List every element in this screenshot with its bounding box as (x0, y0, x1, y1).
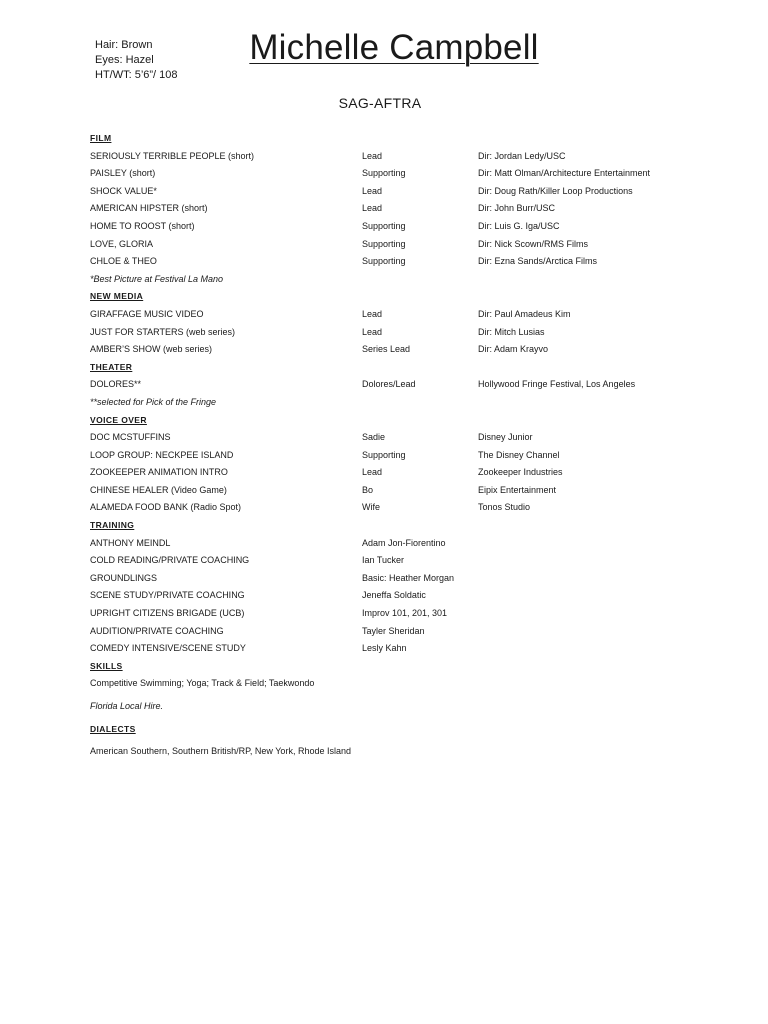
credit-role: Adam Jon-Fiorentino (362, 537, 446, 548)
credit-row (90, 640, 730, 658)
credit-title: UPRIGHT CITIZENS BRIGADE (UCB) (90, 608, 245, 619)
credit-title: LOVE, GLORIA (90, 238, 154, 249)
credit-title: COMEDY INTENSIVE/SCENE STUDY (90, 643, 246, 654)
theater-credits (90, 376, 730, 394)
theater-heading: THEATER (90, 361, 133, 372)
credit-row (90, 183, 730, 201)
credit-detail: Dir: John Burr/USC (478, 203, 556, 214)
film-heading: FILM (90, 133, 112, 143)
credit-role: Lead (362, 185, 383, 196)
height-weight-stat: HT/WT: 5’6”/ 108 (95, 69, 178, 81)
credit-row (90, 236, 730, 254)
credit-row (90, 447, 730, 465)
skills-heading: SKILLS (90, 660, 123, 671)
credit-role: Lead (362, 203, 383, 214)
credit-title: ANTHONY MEINDL (90, 537, 171, 548)
credit-row (90, 200, 730, 218)
credit-title: DOLORES** (90, 379, 142, 390)
credit-title: AMBER’S SHOW (web series) (90, 344, 213, 355)
new-media-heading: NEW MEDIA (90, 291, 144, 302)
credit-title: CHLOE & THEO (90, 256, 157, 267)
credit-role: Supporting (362, 238, 406, 249)
credit-role: Jeneffa Soldatic (362, 590, 426, 601)
credit-row (90, 429, 730, 447)
credit-title: ALAMEDA FOOD BANK (Radio Spot) (90, 502, 242, 513)
credit-role: Tayler Sheridan (362, 625, 425, 636)
credit-title: SHOCK VALUE* (90, 185, 157, 196)
credit-row (90, 165, 730, 183)
hair-stat: Hair: Brown (95, 39, 153, 51)
credit-row (90, 587, 730, 605)
dialects-text: American Southern, Southern British/RP, New York, Rhode Island (90, 746, 351, 757)
credit-role: Wife (362, 502, 380, 513)
credit-row (90, 552, 730, 570)
credit-role: Series Lead (362, 344, 411, 355)
voice-over-credits (90, 429, 730, 517)
skills-text: Competitive Swimming; Yoga; Track & Field; Taekwondo (90, 678, 315, 689)
local-hire-note: Florida Local Hire. (90, 701, 164, 711)
credit-title: JUST FOR STARTERS (web series) (90, 326, 236, 337)
credit-role: Supporting (362, 256, 406, 267)
credit-title: COLD READING/PRIVATE COACHING (90, 555, 250, 566)
credit-title: AUDITION/PRIVATE COACHING (90, 625, 224, 636)
credit-detail: The Disney Channel (478, 449, 560, 460)
credit-title: LOOP GROUP: NECKPEE ISLAND (90, 449, 234, 460)
credit-row (90, 306, 730, 324)
union-affiliation: SAG-AFTRA (338, 95, 422, 111)
credit-detail: Dir: Nick Scown/RMS Films (478, 238, 589, 249)
theater-footnote: **selected for Pick of the Fringe (90, 396, 217, 407)
credit-role: Supporting (362, 220, 406, 231)
credit-title: SCENE STUDY/PRIVATE COACHING (90, 590, 245, 601)
training-heading: TRAINING (90, 520, 135, 531)
credit-detail: Hollywood Fringe Festival, Los Angeles (478, 379, 636, 390)
credit-row (90, 148, 730, 166)
credit-role: Basic: Heather Morgan (362, 572, 455, 583)
new-media-credits (90, 306, 730, 359)
credit-row (90, 499, 730, 517)
credit-detail: Dir: Matt Olman/Architecture Entertainment (478, 168, 651, 179)
credit-title: CHINESE HEALER (Video Game) (90, 484, 227, 495)
credit-role: Improv 101, 201, 301 (362, 608, 448, 619)
eyes-stat: Eyes: Hazel (95, 54, 154, 66)
credit-title: GIRAFFAGE MUSIC VIDEO (90, 308, 204, 319)
resume-body (90, 130, 730, 761)
credit-title: HOME TO ROOST (short) (90, 220, 195, 231)
credit-detail: Tonos Studio (478, 502, 531, 513)
credit-title: PAISLEY (short) (90, 168, 156, 179)
credit-role: Supporting (362, 449, 406, 460)
credit-detail: Dir: Mitch Lusias (478, 326, 545, 337)
credit-detail: Dir: Luis G. Iga/USC (478, 220, 560, 231)
credit-role: Ian Tucker (362, 555, 405, 566)
credit-row (90, 535, 730, 553)
credit-row (90, 218, 730, 236)
credit-title: ZOOKEEPER ANIMATION INTRO (90, 467, 228, 478)
credit-detail: Dir: Ezna Sands/Arctica Films (478, 256, 598, 267)
training-list (90, 535, 730, 658)
credit-detail: Zookeeper Industries (478, 467, 563, 478)
credit-role: Lead (362, 467, 383, 478)
credit-role: Sadie (362, 432, 386, 443)
credit-row (90, 605, 730, 623)
credit-role: Lead (362, 308, 383, 319)
credit-detail: Disney Junior (478, 432, 533, 443)
credit-role: Dolores/Lead (362, 379, 416, 390)
credit-row (90, 324, 730, 342)
credit-title: DOC MCSTUFFINS (90, 432, 171, 443)
dialects-heading: DIALECTS (90, 723, 136, 734)
credit-title: AMERICAN HIPSTER (short) (90, 203, 208, 214)
credit-row (90, 464, 730, 482)
credit-row (90, 253, 730, 271)
credit-title: SERIOUSLY TERRIBLE PEOPLE (short) (90, 150, 255, 161)
actor-name: Michelle Campbell (249, 28, 539, 67)
credit-detail: Dir: Doug Rath/Killer Loop Productions (478, 185, 633, 196)
credit-row (90, 376, 730, 394)
credit-detail: Dir: Jordan Ledy/USC (478, 150, 566, 161)
voice-over-heading: VOICE OVER (90, 414, 147, 425)
credit-detail: Dir: Adam Krayvo (478, 344, 549, 355)
credit-role: Supporting (362, 168, 406, 179)
credit-role: Lead (362, 326, 383, 337)
credit-detail: Eipix Entertainment (478, 484, 557, 495)
credit-role: Lesly Kahn (362, 643, 407, 654)
credit-row (90, 623, 730, 641)
credit-role: Lead (362, 150, 383, 161)
credit-row (90, 482, 730, 500)
film-credits (90, 148, 730, 271)
credit-row (90, 341, 730, 359)
film-footnote: *Best Picture at Festival La Mano (90, 273, 224, 284)
credit-detail: Dir: Paul Amadeus Kim (478, 308, 571, 319)
credit-row (90, 570, 730, 588)
credit-title: GROUNDLINGS (90, 572, 158, 583)
credit-role: Bo (362, 484, 374, 495)
